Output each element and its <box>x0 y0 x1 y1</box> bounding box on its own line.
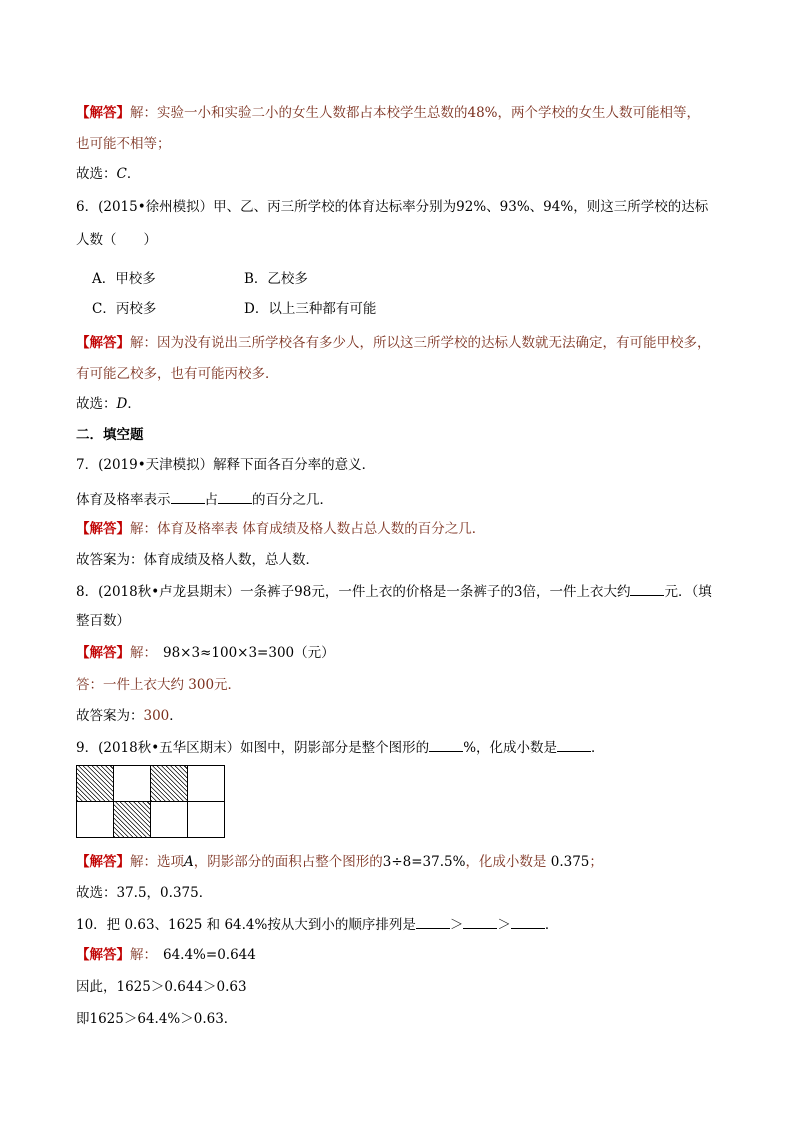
q8-stem-line2: 整百数） <box>76 613 130 629</box>
q6-option-b: B．乙校多 <box>244 271 308 287</box>
q10-line2: 因此，1625＞0.644＞0.63 <box>76 979 247 995</box>
answer-value: 0.375 <box>550 854 590 870</box>
q9-answer <box>76 853 603 871</box>
q9-stem <box>76 738 605 757</box>
q6-stem-line2: 人数（ ） <box>76 232 157 248</box>
q7-result: 故答案为：体育成绩及格人数，总人数． <box>76 552 319 568</box>
q8-reply: 答：一件上衣大约 300元． <box>76 677 242 693</box>
q5-answer-line2: 也可能不相等； <box>76 136 171 152</box>
q7-answer <box>76 520 485 538</box>
answer-text: 解：因为没有说出三所学校各有多少人，所以这三所学校的达标人数就无法确定，有可能甲校多， <box>130 335 711 351</box>
stem-text: 元．（填 <box>664 584 712 600</box>
stem-text: 8．(2018秋•卢龙县期末）一条裤子98元，一件上衣的价格是一条裤子的3倍，一件上衣大约 <box>76 584 631 600</box>
q6-choice <box>76 395 141 413</box>
stem-text: ． <box>591 740 605 756</box>
grid-cell <box>76 801 114 838</box>
fill-text: 的百分之几． <box>252 492 333 508</box>
grid-cell-shaded <box>150 765 188 802</box>
q5-choice <box>76 165 140 183</box>
q6-stem-line1: 6．(2015•徐州模拟）甲、乙、丙三所学校的体育达标率分别为92%、93%、94%，则这三所学校的达标 <box>76 199 709 215</box>
grid-cell-shaded <box>113 801 151 838</box>
result-suffix: ． <box>169 708 183 724</box>
fill-text: 体育及格率表示 <box>76 492 171 508</box>
q6-option-d: D．以上三种都有可能 <box>244 301 377 317</box>
answer-text: 解：体育及格率表 体育成绩及格人数占总人数的百分之几． <box>130 521 486 537</box>
choice-suffix: ． <box>127 396 141 412</box>
answer-formula: 64.4%=0.644 <box>163 947 256 963</box>
section-title: 二．填空题 <box>76 427 144 443</box>
grid-cell <box>187 765 225 802</box>
choice-prefix: 故选： <box>76 166 117 182</box>
fill-text: 占 <box>204 492 218 508</box>
stem-text: %，化成小数是 <box>463 740 558 756</box>
grid-cell <box>113 765 151 802</box>
stem-text: ＞ <box>497 917 511 933</box>
q7-stem: 7．(2019•天津模拟）解释下面各百分率的意义． <box>76 457 376 473</box>
answer-tag: 【解答】 <box>76 105 130 121</box>
stem-text: 10．把 0.63、1625 和 64.4%按从大到小的顺序排列是 <box>76 917 416 933</box>
choice-prefix: 故选： <box>76 396 117 412</box>
fill-blank <box>557 738 591 752</box>
choice-suffix: ． <box>126 166 141 182</box>
fill-blank <box>171 490 205 504</box>
q5-answer-line1 <box>76 104 700 122</box>
fill-blank <box>218 490 252 504</box>
answer-text: 解：实验一小和实验二小的女生人数都占本校学生总数的48%，两个学校的女生人数可能相等， <box>130 105 701 121</box>
result-prefix: 故答案为： <box>76 708 144 724</box>
q7-fill <box>76 490 333 509</box>
grid-cell-shaded <box>76 765 114 802</box>
fill-blank <box>630 582 664 596</box>
answer-formula: 98×3≈100×3=300（元） <box>163 645 335 661</box>
answer-tag: 【解答】 <box>76 521 130 537</box>
answer-text: ； <box>589 854 603 870</box>
stem-text: 9．(2018秋•五华区期末）如图中，阴影部分是整个图形的 <box>76 740 430 756</box>
answer-option: A <box>184 854 194 870</box>
stem-text: ． <box>544 917 559 933</box>
answer-tag: 【解答】 <box>76 645 130 661</box>
grid-cell <box>150 801 188 838</box>
q6-option-c: C．丙校多 <box>92 301 157 317</box>
answer-formula: 3÷8=37.5% <box>382 854 466 870</box>
answer-text: 解：选项 <box>130 854 184 870</box>
fill-blank <box>463 915 497 929</box>
stem-text: ＞ <box>449 917 464 933</box>
fill-blank <box>416 915 450 929</box>
answer-text: ，阴影部分的面积占整个图形的 <box>193 854 383 870</box>
q6-answer-line2: 有可能乙校多，也有可能丙校多． <box>76 366 279 382</box>
answer-prefix: 解： <box>130 645 157 661</box>
q10-line3: 即1625＞64.4%＞0.63． <box>76 1011 238 1027</box>
answer-text: ，化成小数是 <box>465 854 551 870</box>
q8-stem-line1 <box>76 582 712 601</box>
grid-cell <box>187 801 225 838</box>
q10-answer <box>76 946 256 964</box>
choice-value: D <box>116 396 128 412</box>
answer-prefix: 解： <box>130 947 157 963</box>
q6-option-a: A．甲校多 <box>92 271 156 287</box>
answer-tag: 【解答】 <box>76 335 130 351</box>
choice-value: C <box>116 166 127 182</box>
q8-answer <box>76 644 335 662</box>
q6-answer-line1 <box>76 334 711 352</box>
q9-choice: 故选：37.5，0.375． <box>76 885 213 901</box>
answer-tag: 【解答】 <box>76 947 130 963</box>
result-value: 300 <box>143 708 170 724</box>
fill-blank <box>511 915 545 929</box>
answer-tag: 【解答】 <box>76 854 130 870</box>
q10-stem <box>76 915 558 934</box>
q8-result <box>76 707 183 725</box>
fill-blank <box>429 738 463 752</box>
